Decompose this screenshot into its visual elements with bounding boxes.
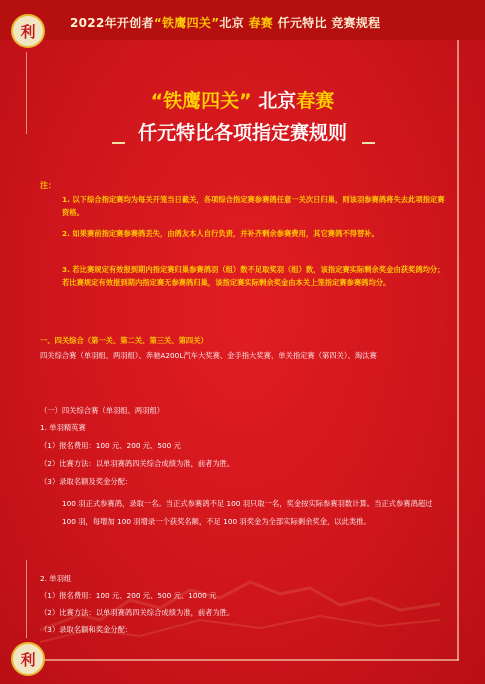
section-description: 四关综合赛（单羽组、两羽组）、奔驰A200L汽车大奖赛、金手指大奖赛、单关指定赛（第四关）、淘汰赛 [40, 351, 377, 360]
main-title: “铁鹰四关” 北京春赛 [150, 90, 335, 112]
method-line: （2）比赛方法：以单羽赛鸽四关综合成绩为准，前者为胜。 [40, 459, 235, 468]
note-item: 2. 如果赛前指定赛参赛鸽丢失，由鸽友本人自行负责，并补齐剩余参赛费用，其它赛鸽不得替补。 [62, 229, 379, 238]
logo-text: 利 [20, 22, 36, 41]
method-line: （2）比赛方法：以单羽赛鸽四关综合成绩为准，前者为胜。 [40, 608, 235, 617]
frame-line-bottom [40, 659, 459, 661]
note-item: 3. 若比赛规定有效报到期内指定赛归巢参赛鸽羽（组）数不足取奖羽（组）数，该指定赛实际剩余奖金由获奖鸽均分；若比赛规定有效报到期内指定赛无参赛鸽归巢，该指定赛实际剩余奖金由本关上笼指定赛参赛鸽均分。 [62, 265, 445, 287]
title-underline-right [362, 142, 375, 144]
logo-badge-top [11, 14, 45, 48]
group-title: 2. 单羽组 [40, 574, 72, 583]
fee-line: （1）报名费用：100 元、200 元、500 元、1000 元 [40, 591, 217, 600]
fee-line: （1）报名费用：100 元、200 元、500 元 [40, 441, 181, 450]
group-title: 1. 单羽精英赛 [40, 423, 86, 432]
header-title: 2022年开创者“铁鹰四关”北京 春赛 仟元特比 竞赛规程 [70, 16, 381, 30]
logo-badge-bottom [11, 642, 45, 676]
frame-line-left-bottom [26, 560, 27, 638]
logo-text: 利 [20, 650, 36, 669]
main-subtitle: 仟元特比各项指定赛规则 [137, 122, 347, 144]
subsection-heading: （一）四关综合赛（单羽组、两羽组） [40, 406, 165, 415]
prize-heading: （3）录取名额和奖金分配： [40, 625, 133, 634]
title-underline-left [112, 142, 125, 144]
prize-description: 100 羽正式参赛鸽，录取一名。当正式参赛鸽不足 100 羽只取一名，奖金按实际参赛羽数计算。当正式参赛鸽超过 100 羽，每增加 100 羽增录一个获奖名额，不足 100 羽奖金为全部实际剩余奖金，以此类推。 [62, 499, 433, 526]
notes-label: 注： [40, 181, 56, 190]
note-item: 1. 以下综合指定赛均为每关开笼当日截关，各项综合指定赛参赛鸽任意一关次日归巢，则该羽参赛鸽将失去此项指定赛资格。 [62, 195, 445, 217]
prize-heading: （3）录取名额及奖金分配： [40, 477, 133, 486]
section-heading: 一、四关综合（第一关、第二关、第三关、第四关） [40, 336, 208, 345]
